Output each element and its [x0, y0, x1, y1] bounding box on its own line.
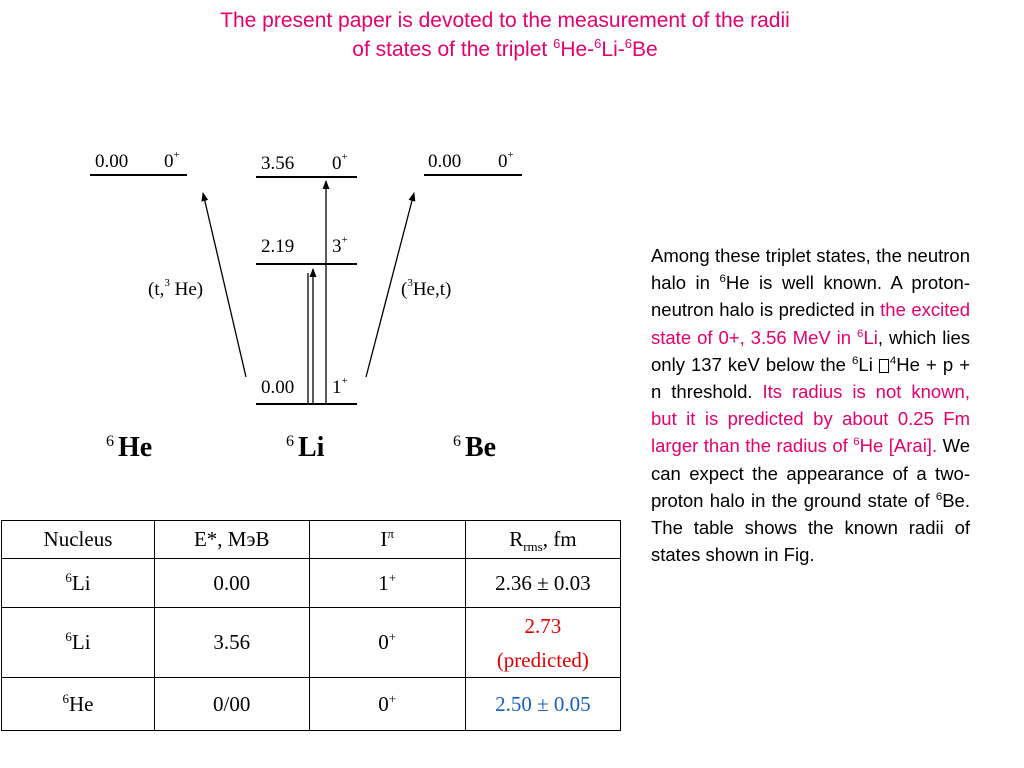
table-row: [2, 608, 621, 678]
be6-level-energy: 0.00: [428, 151, 462, 172]
cell-radius: 2.36 ± 0.03: [465, 559, 620, 608]
be6-level-spin: 0+: [498, 149, 514, 172]
missing-glyph-icon: [879, 359, 889, 373]
cell-nucleus: $^6$Li: [2, 608, 155, 678]
nucleus-label-be6: $^6$ Be: [453, 432, 497, 463]
table-row: [2, 559, 621, 608]
header-energy: E*, МэВ: [154, 521, 309, 559]
level-scheme-svg: [70, 135, 540, 475]
title-line-2: of states of the triplet $^6$He-$^6$Li-$^6$Be: [352, 36, 658, 61]
reaction-label-3he-t: ($^3$He,t): [401, 277, 452, 300]
highlight-radius-prediction: Its radius is not known, but it is predicted by about 0.25 Fm larger than the radius of $^6$He [Arai].: [651, 381, 970, 457]
li6-level-3-56-energy: 3.56: [261, 153, 295, 174]
cell-radius-known: 2.50 ± 0.05: [465, 678, 620, 731]
table-header-row: [2, 521, 621, 559]
li6-level-0-00-spin: 1+: [332, 375, 348, 398]
cell-spin-parity: 1+: [309, 559, 465, 608]
highlight-excited-state: the excited state of 0+, 3.56 MeV in $^6$Li: [651, 299, 970, 348]
header-radius: $R_{rms}$, fm: [465, 521, 620, 559]
header-nucleus: Nucleus: [2, 521, 155, 559]
level-scheme-diagram: [70, 135, 540, 475]
description-paragraph: Among these triplet states, the neutron halo in $^6$He is well known. A proton-neutron halo is predicted in the excited state of 0+, 3.56 MeV in $^6$Li, which lies only 137 keV below the $^6$Li $^4$He + p + n threshold. Its radius is not known, but it is predicted by about 0.25 Fm larger than the radius of $^6$He [Arai]. We can expect the appearance of a two-proton halo in the ground state of $^6$Be. The table shows the known radii of states shown in Fig.: [651, 245, 971, 566]
slide-title: [0, 6, 1010, 64]
cell-nucleus: $^6$Li: [2, 559, 155, 608]
reaction-label-t-3he: (t,$^3$ He): [148, 277, 204, 300]
li6-level-2-19-energy: 2.19: [261, 236, 295, 257]
cell-spin-parity: 0+: [309, 678, 465, 731]
arrow-to-he6: [203, 193, 246, 377]
nucleus-label-he6: $^6$ He: [106, 432, 153, 463]
radii-table: [1, 520, 621, 731]
he6-level-spin: 0+: [164, 149, 180, 172]
title-line-1: The present paper is devoted to the measurement of the radii: [220, 9, 790, 32]
li6-level-3-56-spin: 0+: [332, 151, 348, 174]
li6-level-2-19-spin: 3+: [332, 234, 348, 257]
cell-spin-parity: 0+: [309, 608, 465, 678]
cell-radius-predicted: 2.73 (predicted): [465, 608, 620, 678]
header-spin-parity: $I^\pi$: [309, 521, 465, 559]
he6-level-energy: 0.00: [95, 151, 129, 172]
cell-energy: 3.56: [154, 608, 309, 678]
nucleus-label-li6: $^6$ Li: [286, 432, 325, 463]
cell-energy: 0.00: [154, 559, 309, 608]
cell-nucleus: $^6$He: [2, 678, 155, 731]
cell-energy: 0/00: [154, 678, 309, 731]
li6-level-0-00-energy: 0.00: [261, 377, 295, 398]
table-row: [2, 678, 621, 731]
